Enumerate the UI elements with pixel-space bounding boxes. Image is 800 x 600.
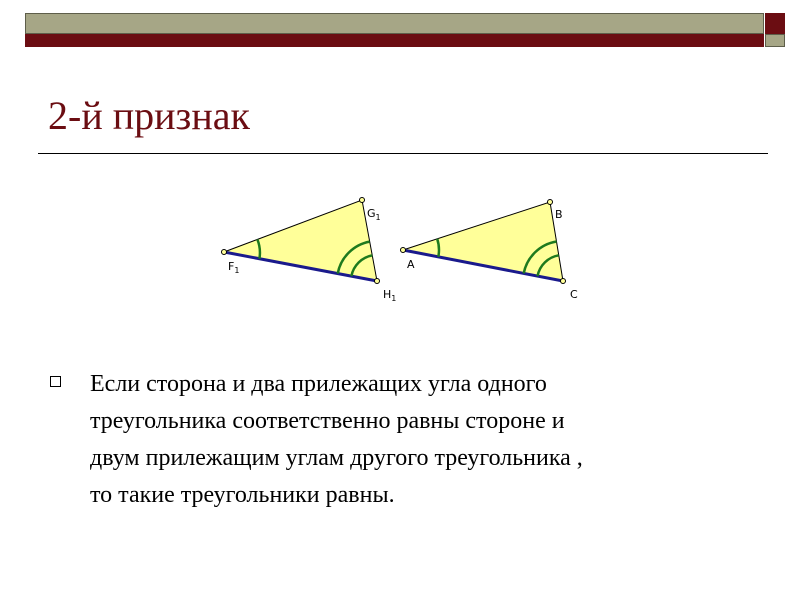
bullet-square-icon (50, 376, 61, 387)
triangles-figure (200, 190, 620, 310)
vertex-label-c: C (570, 288, 578, 301)
vertex-f1-point (222, 250, 227, 255)
triangle-f1g1h1 (222, 198, 397, 304)
header-olive-bar (25, 13, 764, 34)
header-red-bar (25, 34, 764, 47)
vertex-g1-point (360, 198, 365, 203)
vertex-label-a: A (407, 258, 415, 271)
vertex-c-point (561, 279, 566, 284)
title-divider (38, 153, 768, 154)
triangle-abc (401, 200, 579, 302)
vertex-label-h1: $H_1$ (383, 288, 397, 303)
bullet-line-1: Если сторона и два прилежащих угла одного (90, 371, 547, 397)
header-red-square (765, 13, 785, 34)
bullet-text (90, 366, 750, 514)
vertex-label-f1: $F_1$ (228, 260, 240, 275)
bullet-line-2: треугольника соответственно равны стороне и (90, 408, 565, 434)
vertex-label-b: B (555, 208, 563, 221)
bullet-line-4: то такие треугольники равны. (90, 482, 395, 508)
vertex-b-point (548, 200, 553, 205)
vertex-label-g1: $G_1$ (367, 207, 381, 222)
bullet-line-3: двум прилежащим углам другого треугольника , (90, 445, 583, 471)
decorative-header-band (0, 0, 800, 60)
vertex-h1-point (375, 279, 380, 284)
slide-title: 2-й признак (48, 93, 250, 138)
header-olive-square (765, 34, 785, 47)
vertex-a-point (401, 248, 406, 253)
